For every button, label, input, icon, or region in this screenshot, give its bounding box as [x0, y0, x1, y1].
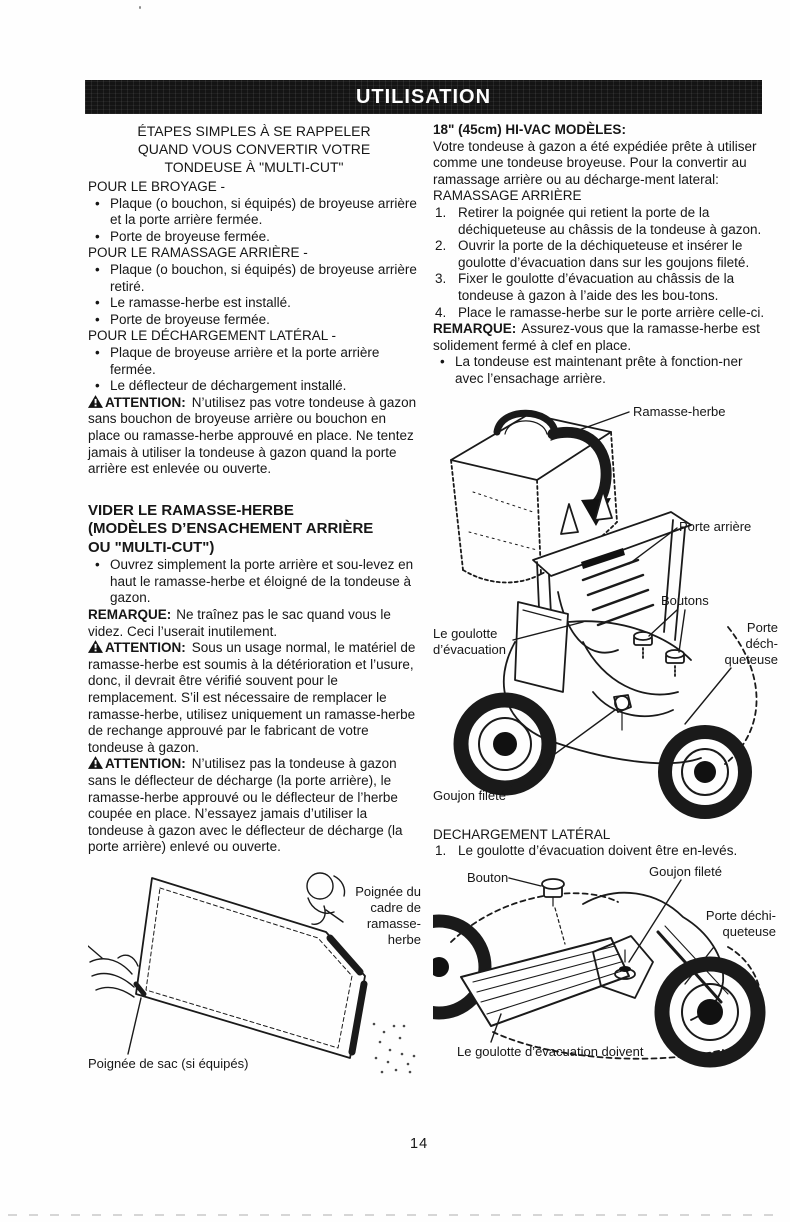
label-ramasse-herbe: Ramasse-herbe	[633, 403, 726, 419]
steps-heading-line: TONDEUSE À "MULTI-CUT"	[164, 159, 344, 175]
label-line: queteuse	[722, 923, 776, 939]
label-goulotte	[433, 626, 506, 658]
steps-heading-line: ÉTAPES SIMPLES À SE RAPPELER	[137, 123, 371, 139]
list-item: • Porte de broyeuse fermée.	[88, 312, 420, 329]
label-line: queteuse	[724, 651, 778, 667]
vider-section-heading	[88, 502, 420, 558]
steps-heading	[88, 122, 420, 176]
hivac-title: 18" (45cm) HI-VAC MODÈLES:	[433, 122, 626, 137]
steps-heading-line: QUAND VOUS CONVERTIR VOTRE	[137, 141, 371, 157]
step-item: Place le ramasse-herbe sur le porte arrière celle-ci.	[458, 304, 765, 320]
list-item: • Le ramasse-herbe est installé.	[88, 295, 420, 312]
label-goujon-filete: Goujon fileté	[649, 863, 722, 879]
scan-artifact-dot	[139, 6, 141, 9]
warning-triangle-icon	[88, 756, 105, 771]
broyage-list	[88, 196, 420, 246]
list-item: • Le déflecteur de déchargement installé.	[88, 378, 420, 395]
ready-list	[433, 354, 767, 387]
ramassage-arriere-title: RAMASSAGE ARRIÈRE	[433, 188, 582, 204]
remark-note	[88, 607, 420, 640]
broyage-title: POUR LE BROYAGE -	[88, 179, 226, 194]
remarque-text: Assurez-vous que la ramasse-herbe est solidement fermé à clef en place.	[433, 321, 760, 353]
ramassage-steps	[433, 205, 767, 321]
label-line: déch-	[745, 635, 778, 651]
step-item: Fixer le goulotte d’évacuation au châssis de la tondeuse à gazon à l’aide des les bou-tons.	[458, 271, 735, 303]
label-boutons: Boutons	[661, 592, 709, 608]
vider-list	[88, 557, 420, 607]
remarque-label: REMARQUE:	[88, 606, 172, 622]
ramassage-title: POUR LE RAMASSAGE ARRIÈRE -	[88, 245, 308, 261]
label-frame-handle	[355, 884, 421, 948]
list-item: • Ouvrez simplement la porte arrière et sou-levez en haut le ramasse-herbe et éloigné de la tondeuse à gazon.	[88, 557, 420, 607]
page-title: UTILISATION	[355, 85, 492, 108]
warning-triangle-icon	[88, 395, 105, 410]
list-item: • Plaque de broyeuse arrière et la porte arrière fermée.	[88, 345, 420, 378]
label-line: Poignée du	[355, 883, 421, 899]
attention-label: ATTENTION:	[105, 640, 186, 656]
list-item: • Plaque (o bouchon, si équipés) de broyeuse arrière retiré.	[88, 262, 420, 295]
attention-label: ATTENTION:	[105, 756, 186, 772]
list-item: • La tondeuse est maintenant prête à fonction-ner avec l’ensachage arrière.	[433, 354, 767, 387]
warning-note	[88, 756, 420, 856]
label-bag-handle: Poignée de sac (si équipés)	[88, 1055, 249, 1071]
dechargement-title: POUR LE DÉCHARGEMENT LATÉRAL -	[88, 328, 337, 344]
section-header-bar	[85, 80, 762, 114]
label-porte-dechiqueteuse	[725, 620, 779, 668]
attention-text: N’utilisez pas la tondeuse à gazon sans le déflecteur de décharge (la porte arrière), le ramasse-herbe approuvé ou le déflecteur de l’herbe coupée en place. N’essayez jamais d’utiliser la tondeuse à gazon avec le déflecteur de décharge (la porte arrière) enlevé ou ouverte.	[88, 756, 403, 855]
label-bouton: Bouton	[467, 869, 509, 885]
step-item: Le goulotte d’évacuation doivent être en-levés.	[458, 843, 738, 859]
scan-edge-artifact	[8, 1214, 782, 1216]
label-line: ramasse-	[366, 915, 421, 931]
dechargement-list	[88, 345, 420, 395]
remark-note	[433, 321, 767, 354]
lateral-steps	[433, 843, 767, 860]
rear-bagging-drawing	[433, 392, 778, 822]
warning-triangle-icon	[88, 640, 105, 655]
label-line: Le goulotte	[433, 625, 498, 641]
list-item: • Porte de broyeuse fermée.	[88, 229, 420, 246]
label-line: Porte	[746, 619, 778, 635]
section-heading-line: OU "MULTI-CUT")	[88, 538, 215, 556]
attention-text: Sous un usage normal, le matériel de ramasse-herbe est soumis à la détérioration et l’usure, donc, il devrait être vérifié souvent pour le remplacement. S’il est nécessaire de remplacer le ramasse-herbe, utilisez uniquement un ramasse-herbe de rechange approuvé par le fabricant de votre tondeuse à gazon.	[88, 640, 416, 755]
remarque-text: Ne traînez pas le sac quand vous le videz. Ceci l’userait inutilement.	[88, 606, 391, 639]
label-line: Porte déchi-	[705, 907, 776, 923]
attention-label: ATTENTION:	[105, 394, 186, 410]
side-discharge-drawing	[433, 862, 778, 1074]
list-item: • Plaque (o bouchon, si équipés) de broyeuse arrière et la porte arrière fermée.	[88, 196, 420, 229]
figure-caption: Le goulotte d’évacuation doivent	[457, 1043, 644, 1059]
ramassage-list	[88, 262, 420, 328]
label-goujon-filete: Goujon fileté	[433, 787, 506, 803]
figure-side-discharge	[433, 862, 778, 1074]
left-column	[88, 122, 420, 1080]
warning-note	[88, 640, 420, 756]
label-porte-dechiqueteuse	[706, 908, 776, 940]
right-column	[433, 122, 778, 1074]
label-line: cadre de	[370, 899, 421, 915]
label-line: d’évacuation	[433, 641, 506, 657]
label-porte-arriere: Porte arrière	[679, 518, 752, 534]
label-line: herbe	[387, 931, 421, 947]
remarque-label: REMARQUE:	[433, 321, 517, 337]
attention-text: N’utilisez pas votre tondeuse à gazon sans bouchon de broyeuse arrière ou bouchon en place ou ramasse-herbe approuvé en place. Ne tentez jamais à utiliser la tondeuse à gazon quand la porte arrière est enlevée ou ouverte.	[88, 394, 417, 477]
warning-note	[88, 395, 420, 478]
step-item: Ouvrir la porte de la déchiqueteuse et insérer le goulotte d’évacuation dans sur les goujons fileté.	[458, 238, 750, 270]
step-item: Retirer la poignée qui retient la porte de la déchiqueteuse au châssis de la tondeuse à gazon.	[458, 204, 762, 237]
hivac-text: Votre tondeuse à gazon a été expédiée prête à utiliser comme une tondeuse broyeuse. Pour la convertir au ramassage arrière ou au décharge-ment lateral:	[433, 138, 757, 187]
figure-grass-bag-emptying	[88, 866, 423, 1080]
lateral-title: DECHARGEMENT LATÉRAL	[433, 826, 611, 842]
figure-bag-into-mower	[433, 392, 778, 822]
section-heading-line: VIDER LE RAMASSE-HERBE	[88, 501, 294, 519]
section-heading-line: (MODÈLES D’ENSACHEMENT ARRIÈRE	[88, 520, 374, 538]
page-number: 14	[410, 1136, 429, 1152]
